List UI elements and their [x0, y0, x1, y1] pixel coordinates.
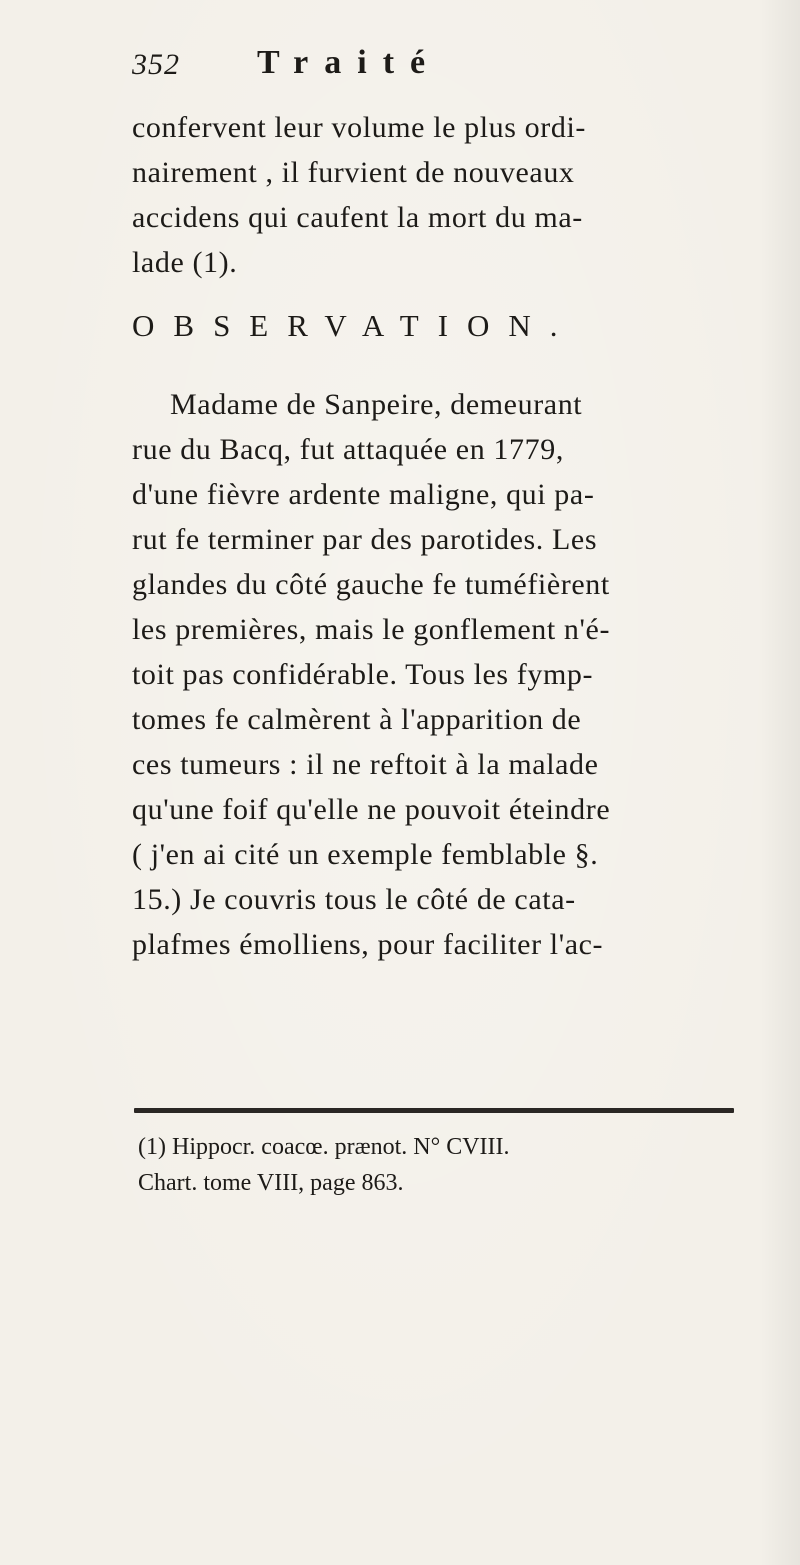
text-line: nairement , il furvient de nouveaux	[132, 156, 575, 189]
section-heading: OBSERVATION.	[132, 308, 577, 343]
footnote-divider	[134, 1108, 734, 1113]
text-line: Madame de Sanpeire, demeurant	[170, 388, 583, 421]
running-head	[132, 44, 692, 94]
running-title: Traité	[257, 44, 442, 81]
text-line: lade (1).	[132, 246, 238, 279]
text-line: rue du Bacq, fut attaquée en 1779,	[132, 433, 564, 466]
page-number: 352	[132, 48, 180, 81]
text-line: tomes fe calmèrent à l'apparition de	[132, 703, 582, 736]
text-line: ces tumeurs : il ne reftoit à la malade	[132, 748, 599, 781]
text-line: rut fe terminer par des parotides. Les	[132, 523, 598, 556]
text-line: ( j'en ai cité un exemple femblable §.	[132, 838, 599, 871]
text-line: confervent leur volume le plus ordi-	[132, 111, 586, 144]
text-line: toit pas confidérable. Tous les fymp-	[132, 658, 594, 691]
footnote-line: (1) Hippocr. coacœ. prænot. N° CVIII.	[138, 1134, 510, 1160]
text-line: qu'une foif qu'elle ne pouvoit éteindre	[132, 793, 611, 826]
text-line: accidens qui caufent la mort du ma-	[132, 201, 583, 234]
text-line: glandes du côté gauche fe tuméfièrent	[132, 568, 610, 601]
text-line: plafmes émolliens, pour faciliter l'ac-	[132, 928, 604, 961]
text-line: 15.) Je couvris tous le côté de cata-	[132, 883, 576, 916]
page-edge-shadow	[760, 0, 800, 1565]
text-line: d'une fièvre ardente maligne, qui pa-	[132, 478, 595, 511]
footnote-line: Chart. tome VIII, page 863.	[138, 1170, 404, 1196]
text-line: les premières, mais le gonflement n'é-	[132, 613, 611, 646]
